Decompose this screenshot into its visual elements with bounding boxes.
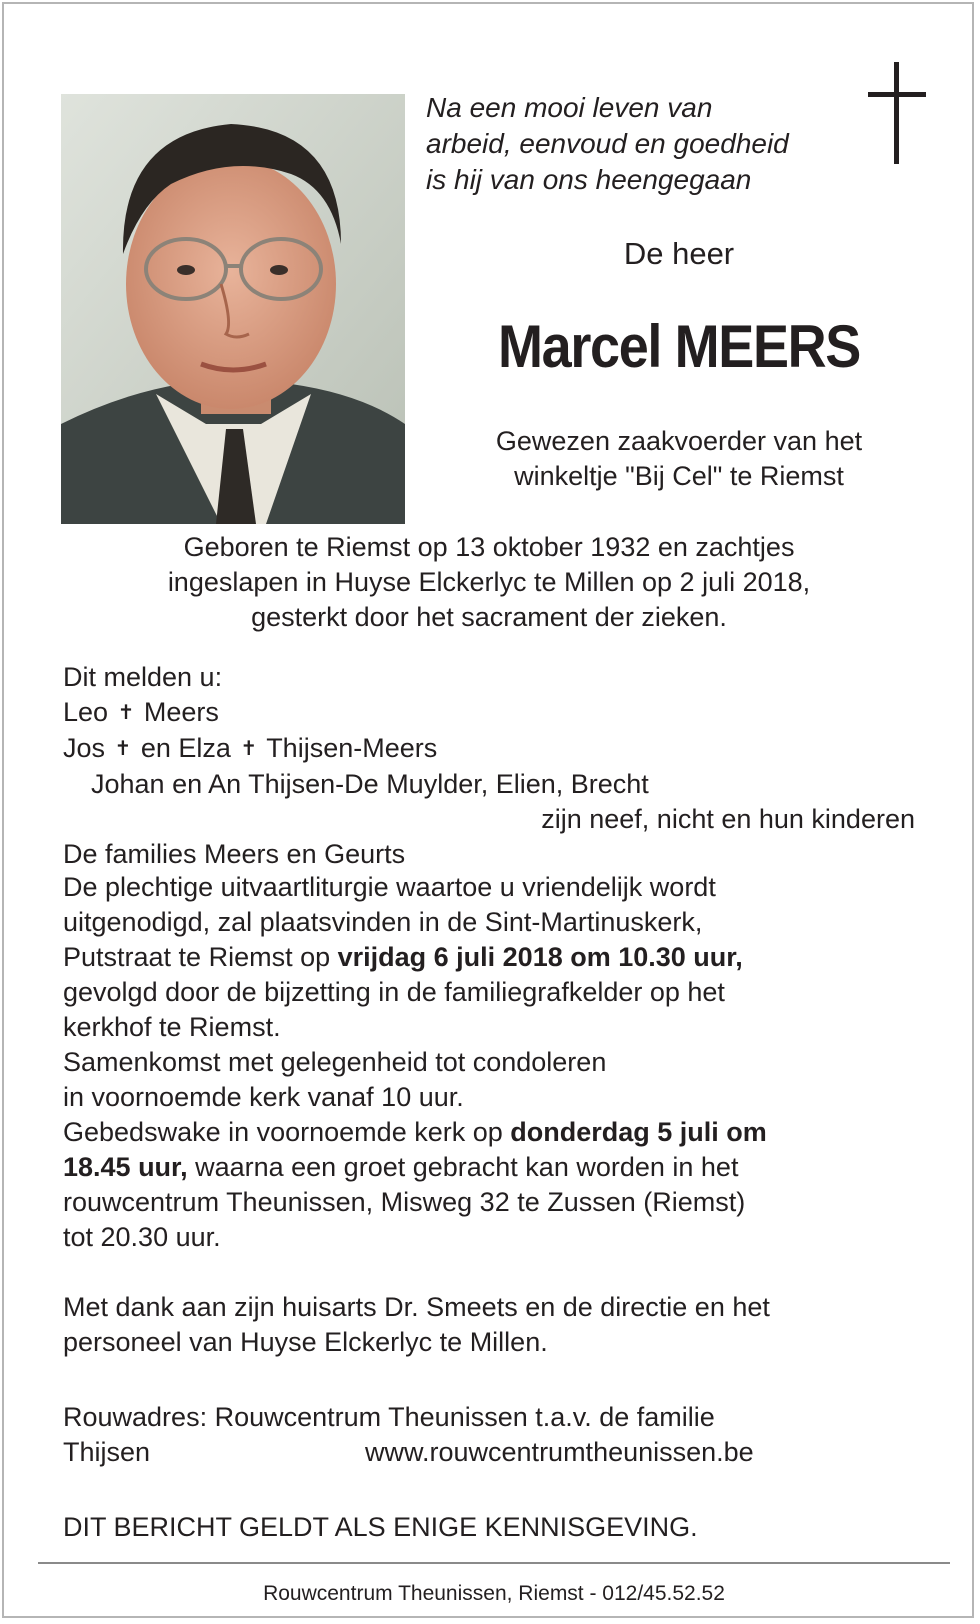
honorific: De heer [623, 236, 735, 271]
funeral-line [63, 940, 943, 975]
occupation-line: Gewezen zaakvoerder van het [495, 426, 863, 456]
thanks-line: Met dank aan zijn huisarts Dr. Smeets en de directie en het [63, 1292, 770, 1322]
conjunction-name: en Elza [140, 733, 231, 763]
funeral-date-time: vrijdag 6 juli 2018 om 10.30 uur, [337, 942, 743, 972]
birth-line: gesterkt door het sacrament der zieken. [251, 602, 727, 632]
last-name: Thijsen-Meers [266, 733, 438, 763]
condolence-line: Samenkomst met gelegenheid tot condoleren [63, 1047, 607, 1077]
deceased-cross-icon: ✝ [117, 702, 135, 724]
footer-divider [38, 1562, 950, 1564]
vigil-date: donderdag 5 juli om [510, 1117, 767, 1147]
first-name: Leo [63, 697, 109, 727]
portrait-illustration [61, 94, 405, 524]
family-member-leo [63, 695, 943, 731]
thanks-text [63, 1290, 943, 1360]
family-member-jos-elza [63, 731, 943, 767]
funeral-line: kerkhof te Riemst. [63, 1012, 281, 1042]
funeral-line: gevolgd door de bijzetting in de familiegrafkelder op het [63, 977, 725, 1007]
family-list [63, 660, 943, 872]
birth-death-details [44, 530, 934, 635]
mourning-address [63, 1400, 943, 1470]
family-member-johan: Johan en An Thijsen-De Muylder, Elien, Brecht [91, 769, 649, 799]
address-line [63, 1435, 943, 1470]
birth-line: ingeslapen in Huyse Elckerlyc te Millen op 2 juli 2018, [167, 567, 811, 597]
vigil-line [63, 1115, 943, 1150]
vigil-line-text: waarna een groet gebracht kan worden in het [187, 1152, 739, 1182]
funeral-details [63, 870, 943, 1255]
families-line: De families Meers en Geurts [63, 839, 406, 869]
last-name: Meers [143, 697, 219, 727]
vigil-line: tot 20.30 uur. [63, 1222, 221, 1252]
website-link[interactable]: www.rouwcentrumtheunissen.be [365, 1437, 754, 1467]
family-relation: zijn neef, nicht en hun kinderen [541, 804, 915, 834]
vigil-line: rouwcentrum Theunissen, Misweg 32 te Zussen (Riemst) [63, 1187, 746, 1217]
thanks-line: personeel van Huyse Elckerlyc te Millen. [63, 1327, 548, 1357]
deceased-name: Marcel MEERS [498, 313, 860, 380]
birth-line: Geboren te Riemst op 13 oktober 1932 en zachtjes [183, 532, 795, 562]
motto-verse: Na een mooi leven van arbeid, eenvoud en goedheid is hij van ons heengegaan [426, 92, 789, 195]
notice-text: DIT BERICHT GELDT ALS ENIGE KENNISGEVING. [63, 1512, 698, 1542]
funeral-line: uitgenodigd, zal plaatsvinden in de Sint-Martinuskerk, [63, 907, 703, 937]
address-line: Rouwadres: Rouwcentrum Theunissen t.a.v. de familie [63, 1402, 715, 1432]
deceased-cross-icon: ✝ [240, 738, 258, 760]
address-family: Thijsen [63, 1437, 151, 1467]
vigil-line [63, 1150, 943, 1185]
condolence-line: in voornoemde kerk vanaf 10 uur. [63, 1082, 464, 1112]
vigil-time: 18.45 uur, [63, 1152, 188, 1182]
occupation-line: winkeltje "Bij Cel" te Riemst [514, 461, 844, 491]
occupation-text [424, 424, 934, 494]
cross-icon [868, 62, 926, 164]
family-intro: Dit melden u: [63, 662, 223, 692]
deceased-cross-icon: ✝ [114, 738, 132, 760]
portrait-photo [61, 94, 405, 524]
obituary-card [2, 2, 974, 1618]
first-name: Jos [63, 733, 106, 763]
funeral-line: De plechtige uitvaartliturgie waartoe u vriendelijk wordt [63, 872, 716, 902]
footer-credit: Rouwcentrum Theunissen, Riemst - 012/45.52.52 [263, 1582, 725, 1605]
vigil-line-text: Gebedswake in voornoemde kerk op [63, 1117, 511, 1147]
funeral-line-text: Putstraat te Riemst op [63, 942, 338, 972]
